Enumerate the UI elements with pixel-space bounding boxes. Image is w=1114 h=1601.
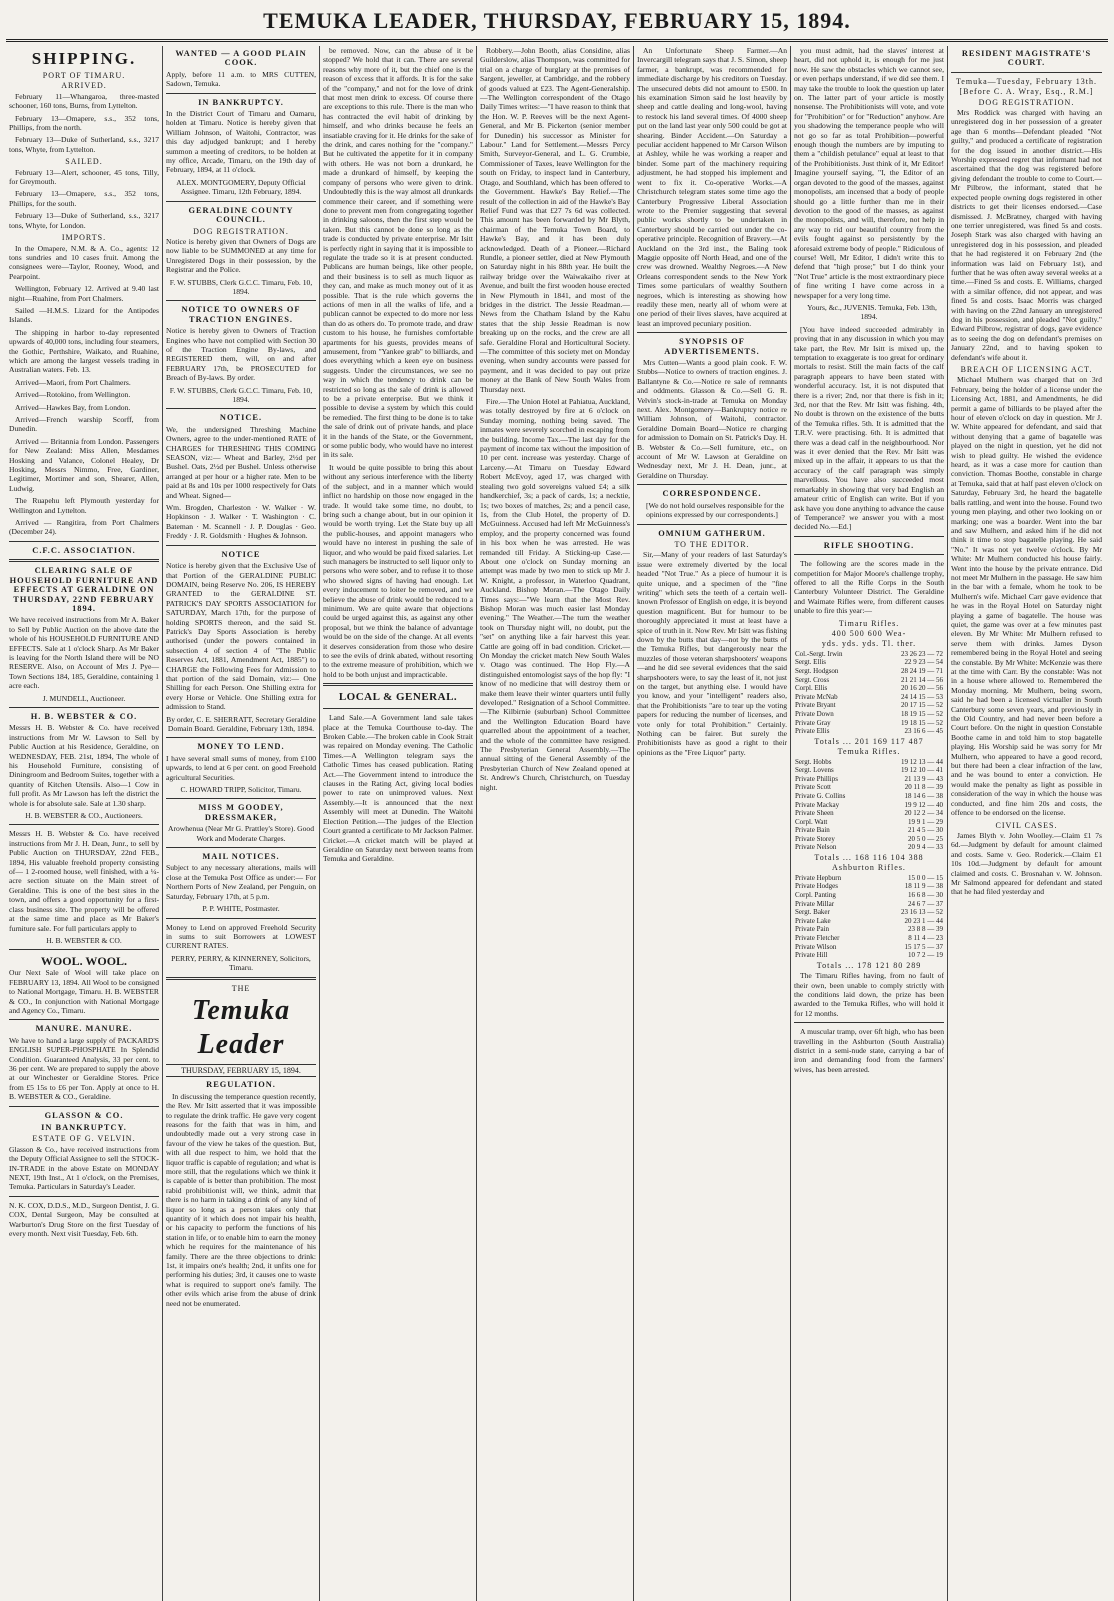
court-before: [Before C. A. Wray, Esq., R.M.]: [959, 87, 1094, 97]
shipping-item: Arrived—French warship Scorff, from Dunedin.: [9, 415, 159, 434]
shooter-name: Private Mackay: [795, 800, 840, 809]
section-heading: RIFLE SHOOTING.: [823, 540, 915, 550]
divider: [9, 824, 159, 825]
shipping-item: Arrived — Rangitira, from Port Chalmers (December 24).: [9, 518, 159, 537]
sailed-label: SAILED.: [65, 157, 103, 167]
ad-body: Wm. Brogden, Charleston · W. Walker · W. Hopkinson · J. Walker · T. Washington · C. Bateman · M. Scannell · J. P. Douglas · Geo. Freddy · J. R. Goldsmith · Hughes & Johnson.: [166, 503, 316, 541]
score-row: [794, 792, 944, 801]
score-row: [794, 908, 944, 917]
divider: [9, 949, 159, 950]
ad-signature: C. HOWARD TRIPP, Solicitor, Timaru.: [180, 785, 302, 795]
shipping-item: The Ruapehu left Plymouth yesterday for Wellington and Lyttelton.: [9, 496, 159, 515]
divider: [794, 536, 944, 537]
advertisement: [166, 49, 316, 89]
ad-title: MAIL NOTICES.: [202, 852, 280, 862]
score-row: [794, 951, 944, 960]
shipping-item: The shipping in harbor to-day represented upwards of 40,000 tons, including four steamers, the Gothic, Perthshire, Waikato, and Ruahine, which are among the largest vessels trading in Australian waters. Feb. 13.: [9, 327, 159, 375]
letter-salutation: TO THE EDITOR.: [674, 539, 750, 549]
nameplate-the: THE: [231, 983, 251, 993]
letter-signature: Yours, &c., JUVENIS. Temuka, Feb. 13th, 1894.: [807, 302, 937, 322]
ad-body: We have received instructions from Mr A. Baker to Sell by Public Auction on the above date the whole of his HOUSEHOLD FURNITURE AND EFFECTS. Sale at 1 o'clock Sharp. As Mr Baker is leaving for the North Island there will be NO RESERVE. Also, on Account of Mrs J. Pye—Town Sections 184, 185, Geraldine, containing 1 acre each.: [9, 615, 159, 691]
shooter-name: Private Nelson: [795, 843, 837, 852]
shooter-name: Sergt. Lovens: [795, 766, 834, 775]
ad-title: CLEARING SALE OF HOUSEHOLD FURNITURE AND EFFECTS AT GERALDINE ON THURSDAY, 22ND FEBRUARY 1894.: [9, 566, 159, 613]
shooter-name: Private Sheen: [795, 809, 834, 818]
column-6: [791, 46, 948, 1601]
shooter-name: Corpl. Watt: [795, 817, 828, 826]
range-header: 400 500 600 Wea-: [831, 628, 907, 638]
article-heading: REGULATION.: [206, 1080, 276, 1090]
shooter-scores: 23 8 8 — 39: [908, 925, 943, 934]
shooter-name: Sergt. Cross: [795, 675, 830, 684]
divider: [323, 683, 473, 686]
article-body: Land Sale.—A Government land sale takes place at the Temuka Courthouse to-day. The Broken Cable.—The broken cable in Cook Strait was repaired on Monday evening. The Catholic Times.—A Wellington telegram says the Catholic Times has ceased publication. Rating Act.—The Government intend to introduce the clauses in the Rating Act, giving local bodies power to rate on unimproved values. Next Assembly.—It is announced that the next Assembly will meet at Dunedin. The Waitohi Election Petition.—The judges of the Election Court granted a certificate to Mr Jackson Palmer. Cricket.—A cricket match will be played at Geraldine on Saturday next between teams from Temuka and Geraldine.: [323, 713, 473, 864]
ad-body: N. K. COX, D.D.S., M.D., Surgeon Dentist, J. G. COX, Dental Surgeon, May be consulted at Warburton's Drug Store on the first Tuesday of every month. Next visit Tuesday, Feb. 6th.: [9, 1200, 159, 1239]
column-1: [6, 46, 163, 1601]
divider: [794, 1022, 944, 1023]
advertisement: [166, 413, 316, 540]
score-row: [794, 775, 944, 784]
shooter-scores: 18 11 9 — 38: [904, 882, 943, 891]
ad-signature: ALEX. MONTGOMERY, Deputy Official Assignee. Timaru, 12th February, 1894.: [176, 177, 306, 197]
score-row: [794, 667, 944, 676]
shooter-scores: 19 9 1 — 29: [908, 817, 943, 826]
ad-title: NOTICE.: [219, 413, 263, 423]
shooter-name: Private Ellis: [795, 727, 830, 736]
ad-body: I have several small sums of money, from £100 upwards, to lend at 6 per cent. on good Freehold agricultural Securities.: [166, 753, 316, 782]
article-body: James Blyth v. John Woolley.—Claim £1 7s 6d.—Judgment by default for amount claimed and costs. Same v. Geo. Roderick.—Claim £1 10s 10d.—Judgment by default for amount claimed and costs. C. Brosnahan v. W. Johnson. Mr Salmond appeared for defendant and stated that he had filed yesterday and: [951, 830, 1102, 897]
shooter-name: Corpl. Ellis: [795, 684, 828, 693]
range-header: yds. yds. yds. Tl. ther.: [821, 639, 917, 649]
divider: [166, 300, 316, 301]
divider: [637, 332, 787, 333]
shooter-name: Sergt. Baker: [795, 908, 830, 917]
divider: [9, 541, 159, 542]
shipping-item: Wellington, February 12. Arrived at 9.40 last night—Ruahine, from Port Chalmers.: [9, 284, 159, 303]
shipping-item: February 11—Whangaroa, three-masted schooner, 160 tons, Burns, from Lyttelton.: [9, 91, 159, 111]
shooter-scores: 22 9 23 — 54: [904, 658, 943, 667]
score-row: [794, 882, 944, 891]
masthead: TEMUKA LEADER, THURSDAY, FEBRUARY 15, 1894.: [6, 6, 1108, 42]
shooter-name: Private Hill: [795, 951, 828, 960]
advertisement: [9, 566, 159, 703]
shipping-item: February 13—Omapere, s.s., 352 tons, Phillips, for the south.: [9, 189, 159, 208]
shipping-item: Arrived—Rotokino, from Wellington.: [15, 390, 131, 400]
shooter-scores: 21 4 5 — 30: [908, 826, 943, 835]
shooter-scores: 15 0 0 — 15: [908, 873, 943, 882]
divider: [794, 554, 944, 555]
score-row: [794, 917, 944, 926]
shooter-name: Sergt. Ellis: [795, 658, 826, 667]
shooter-scores: 20 11 8 — 39: [904, 783, 943, 792]
shooter-name: Private Hepburn: [795, 873, 842, 882]
ad-signature: H. B. WEBSTER & CO., Auctioneers.: [25, 811, 143, 821]
advertisement: [166, 98, 316, 197]
column-4: [477, 46, 634, 1601]
shooter-scores: 20 9 4 — 33: [908, 843, 943, 852]
section-heading: CORRESPONDENCE.: [662, 489, 762, 499]
score-table-timaru: [794, 650, 944, 736]
shipping-heading: SHIPPING.: [31, 49, 137, 68]
divider: [9, 559, 159, 562]
ad-subtitle: ESTATE OF G. VELVIN.: [32, 1134, 136, 1144]
score-total: Totals ... 168 116 104 388: [814, 853, 924, 863]
article-body: A muscular tramp, over 6ft high, who has been travelling in the Ashburton (South Australia) district in a semi-nude state, carrying a bar of iron and demanding food from the farmers' wives, has been arrested.: [794, 1027, 944, 1074]
leader-date: THURSDAY, FEBRUARY 15, 1894.: [166, 1064, 316, 1077]
ad-body: Our Next Sale of Wool will take place on FEBRUARY 13, 1894. All Wool to be consigned to National Mortgage, Timaru. H. B. WEBSTER & CO., In conjunction with National Mortgage and Agency Co., Timaru.: [9, 968, 159, 1015]
shipping-item: Arrived — Britannia from London. Passengers for New Zealand: Miss Allen, Mesdames Hosking and Valance, Colonel Healey, Dr Hosking, Messrs Nimmo, Free, Gardiner, Legitimer, Mortimer and son, Shearer, Allen, Ludwig.: [9, 436, 159, 493]
shooter-scores: 24 14 15 — 53: [901, 692, 943, 701]
shooter-scores: 21 21 14 — 56: [901, 675, 943, 684]
advertisement: [9, 954, 159, 1015]
shooter-name: Private Phillips: [795, 774, 838, 783]
score-row: [794, 701, 944, 710]
shooter-scores: 23 16 6 — 45: [904, 727, 943, 736]
shipping-item: Sailed —H.M.S. Lizard for the Antipodes Islands.: [9, 305, 159, 325]
advertisement: [9, 712, 159, 820]
shooter-name: Private Hodges: [795, 882, 838, 891]
article-body: An Unfortunate Sheep Farmer.—An Invercargill telegram says that J. S. Simon, sheep farmer, a bankrupt, was recommended for immediate discharge by his creditors on Tuesday. The unsecured debts did not amount to £500. In his examination Simon said he lost heavily by sheep and cattle dealing and long-wool, having to restock his land several times. Of 4000 sheep put on the land last year only 500 could be got at shearing. Binder Accident.—On Saturday a peculiar accident happened to Mr Carson Wilson at Ashley, while he was working a reaper and binder. Some part of the machinery requiring adjustment, he had stopped his implement and went to fix it. Co-operative Works.—A Christchurch telegram states some time ago the Canterbury Progressive Liberal Association wrote to the Premier suggesting that several public works shortly to be undertaken in Canterbury should be carried out under the co-operative principle. Recognition of Bravery.—At Auckland on the 3rd inst., the Baling took Maggie opposite off North Head, and one of the crew was drowned. Wealthy Negroes.—A New Orleans correspondent sends to the New York Times some particulars of wealthy Southern negroes, which is interesting as showing how readily these men, nearly all of whom were at one period of their lives slaves, have acquired at least an improved pecuniary position.: [637, 46, 787, 328]
shooter-name: Private Millar: [795, 899, 835, 908]
divider: [323, 708, 473, 709]
shipping-item: Arrived—Maori, from Port Chalmers.: [15, 377, 131, 387]
editor-reply: [You have indeed succeeded admirably in proving that in any discussion in which you may take part, the Rev. Mr Isitt is mixed up, the temptation to exaggerate is too great for ordinary mortals to resist. Still the main facts of the calf paragraph appears to have been stated with wonderful accuracy. 1st, it is not disputed that there is a river; 2nd, nor that there is fish in it; 3rd, nor that the Rev. Mr Isitt was fishing. 4th, No doubt is thrown on the existence of the butts of the Temuka rifles. 5th. It is admitted that the T.R.V. were practising. 6th. It is admitted that there was a dead calf in the neighbourhood. Nor was it ever denied that the Rev. Mr Isitt was mixed up in the affair, it appears to us that the accuracy of the calf paragraph was simply marvellous. You have also succeeded most remarkably in showing that very bad English an amateur critic of English can write. But if you ask have you done anything to advance the cause of Temperance? we answer you with a most decided No.—Ed.]: [794, 324, 944, 532]
ad-signature: PERRY, PERRY, & KINNERNEY, Solicitors, Timaru.: [171, 953, 311, 973]
divider: [9, 1106, 159, 1107]
article-body: be removed. Now, can the abuse of it be stopped? We hold that it can. There are several reasons why more of it, but the chief one is the reason of excess that it affords. It is for the sake of the "company," and not for the love of drink that most men drink to excess. Of course there are exceptions to this rule. There is the man who has contracted the evil habit of drinking by himself, and who drinks because he feels an insatiable craving for it. He drinks for the sake of the drink, and cares nothing for the "company." But he cultivated the appetite for it in company with others. He was not born a drunkard, he made a drunkard of himself, by keeping the company of persons who were given to drink. Undoubtedly this is the way almost all drunkards commence their career, and if something were done to prevent men from congregating together in drinking saloons, then the first step would be taken. But this cannot be done so long as the trade is conducted by private enterprise. Mr Isitt is perfectly right in saying that it is impossible to regulate the trade so it is at present conducted. Publicans are human beings, like other people, and their business is to sell as much liquor as they can, and make as much money out of it as possible. That is the rule which governs the actions of men in all the walks of life, and a publican cannot be expected to do more nor less than do as others do. To promote trade, and draw custom to his house, he furnishes comfortable apartments for his guests, provides means of amusement, from "Yankee grab" to billiards, and does everything which a keen eye on business suggests. Under the circumstances, we see no way in which the tendency to drink can be restricted so long as the sale of drink is allowed to be a private enterprise. But we think it possible to devise a system by which this could be remedied. The first thing to be done is to take the sale of drink out of private hands, and place it in the hands of the State, or the Government, or some public body, who would have no interest in its sale.: [323, 46, 473, 460]
shooter-scores: 21 13 9 — 43: [904, 774, 943, 783]
shooter-name: Private Down: [795, 709, 834, 718]
score-row: [794, 943, 944, 952]
shooter-scores: 20 17 15 — 52: [901, 701, 943, 710]
shooter-scores: 20 16 20 — 56: [901, 684, 943, 693]
score-row: [794, 684, 944, 693]
shooter-name: Private Gray: [795, 718, 831, 727]
score-row: [794, 766, 944, 775]
shooter-scores: 8 11 4 — 23: [908, 934, 943, 943]
shooter-scores: 18 19 15 — 52: [901, 709, 943, 718]
advertisement: [9, 1201, 159, 1239]
ad-body: Messrs H. B. Webster & Co. have received instructions from Mr J. H. Dean, Junr., to sell by Public Auction on THURSDAY, 22nd FEB., 1894, His valuable freehold property consisting of— 1 2-roomed house, well finished, with a ¼-acre section situate on the Main street of Geraldine. This is one of the best sites in the town, and offers a good opportunity for a first-class business site. The property will be offered at the same time and place as Mr Baker's furniture sale. For full particulars apply to: [9, 829, 159, 933]
score-row: [794, 783, 944, 792]
ad-body: Notice is hereby given to Owners of Traction Engines who have not complied with Section 30 of the Traction Engine By-laws, and REGISTERED them, will, on and after FEBRUARY 17th, be PROSECUTED for Breach of By-laws. By order.: [166, 326, 316, 383]
shooter-scores: 19 9 12 — 40: [904, 800, 943, 809]
column-7: [948, 46, 1105, 1601]
divider: [166, 798, 316, 799]
ad-body: Glasson & Co., have received instructions from the Deputy Official Assignee to sell the STOCK-IN-TRADE in the above Estate on MONDAY NEXT, 19th Inst., At 1 o'clock, on the Premises, Temuka. Particulars in Saturday's Leader.: [9, 1144, 159, 1192]
score-row: [794, 658, 944, 667]
ad-signature: H. B. WEBSTER & CO.: [46, 935, 122, 945]
article-body: Robbery.—John Booth, alias Considine, alias Guilderslow, alias Thompson, was committed for trial on a charge of burglary at the premises of Sargent, jeweller, at Cambridge, and the robbery of goods valued at £23. The Agent-Generalship.—The Wellington correspondent of the Otago Daily Times writes:—"I have reason to think that the Hon. W. P. Reeves will be the next Agent-General, and Mr B. Pickerton (senior member for Dunedin) his successor as Minister for Labour." Land for Settlement.—Messrs Percy Smith, Surveyor-General, and L. G. Crumbie, Commissioner of Taxes, leave Wellington for the south on Friday, to inspect land in Canterbury, Otago, and Southland, which has been offered to the Government. Hawke's Bay Relief.—The result of the collection in aid of the Hawke's Bay Relief Fund was that £27 7s 6d was collected. This amount has been forwarded by Mr Blyth, chairman of the Temuka Town Board, to Hawke's Bay, and it has been duly acknowledged. Death of a Pioneer.—Richard Rundle, a pioneer settler, died at New Plymouth on Saturday night in his 88th year. He built the railway bridge over the Waiwakaiho river at Avenue, and built the first wooden house erected in New Plymouth in 1841, and most of the bridges in the district. The Jessie Readman.—News from the Chatham Island by the Kahu states that the ship Jessie Readman is now breaking up on the rocks, and the crew are all safe. Geraldine Floral and Horticultural Society.—The committee of this society met on Monday evening, when sundry accounts were passed for payment, and it was decided to pay out prize money at the Bank of New South Wales from Thursday next.: [480, 46, 630, 394]
ad-title: H. B. WEBSTER & CO.: [30, 711, 138, 721]
ad-body: We have to hand a large supply of PACKARD'S ENGLISH SUPER-PHOSPHATE In Splendid Condition. Guaranteed Analysis, 33 per cent. to 36 per cent. We are prepared to supply the above at our Winchester or Geraldine Stores. Price from £5 15s to £6 per Ton. Apply at once to H. B. WEBSTER & CO., Geraldine.: [9, 1035, 159, 1102]
ad-title: GLASSON & CO.: [44, 1110, 124, 1120]
shipping-item: February 13—Omapere, s.s., 352 tons, Phillips, from the north.: [9, 113, 159, 133]
shooter-name: Private Fletcher: [795, 934, 840, 943]
article-body: In discussing the temperance question recently, the Rev. Mr Isitt asserted that it was impossible to regulate the drink traffic. He gave very cogent reasons for the faith that was in him, and undoubtedly made out a very strong case in favour of the view he takes of the question. But, with all due respect to him, we hold that the liquor traffic is capable of regulation; and what is more still, that the regulations which we think it is capable of is better than prohibition. The most rabid prohibitionist will, we think, admit that there is no harm in taking a drink of any kind of liquor so long as a person takes only that quantity of it which does not impair his health, or his capacity to perform the functions of his station in life, or to enable him to earn the money which he requires for the maintenance of his family. There are the three objections to drink: 1st, it impairs one's health; 2nd, it unfits one for performing his duties; 3rd, it causes one to waste what is required to support one's family. The other evils which arise from the abuse of drink need not be enumerated.: [166, 1091, 316, 1308]
article-body: The following are the scores made in the competition for Major Moore's challenge trophy, offered to all the Rifle Corps in the South Canterbury Volunteer District. The Geraldine and Waimate Rifles were, from different causes unable to fire this year:—: [794, 559, 944, 616]
team-heading: Temuka Rifles.: [837, 747, 901, 757]
ad-body: We, the undersigned Threshing Machine Owners, agree to the under-mentioned RATE of CHARGES for THRESHING THIS COMING SEASON, viz:— Wheat and Barley, 2½d per Bushel. Oats, 2½d per Bushel. Unless otherwise arranged at per hour or a higher rate. Men to be paid at 8s and 10s per 1000 respectively for Oats and Wheat. Signed—: [166, 424, 316, 500]
shooter-scores: 20 5 0 — 25: [908, 834, 943, 843]
arrived-label: ARRIVED.: [61, 81, 107, 91]
score-total: Totals ... 178 121 80 289: [816, 960, 922, 970]
advertisement: [166, 550, 316, 734]
shooter-scores: 19 18 15 — 52: [901, 718, 943, 727]
advertisement: [166, 803, 316, 843]
score-row: [794, 710, 944, 719]
ad-body: Apply, before 11 a.m. to MRS CUTTEN, Sadown, Temuka.: [166, 69, 316, 89]
ad-title: IN BANKRUPTCY.: [198, 97, 284, 107]
column-5: [634, 46, 791, 1601]
divider: [166, 847, 316, 848]
divider: [166, 545, 316, 546]
shooter-name: Private Storey: [795, 834, 835, 843]
divider: [637, 524, 787, 525]
shooter-name: Col.-Sergt. Irwin: [795, 649, 843, 658]
team-heading: Timaru Rifles.: [838, 618, 900, 628]
case-heading: BREACH OF LICENSING ACT.: [960, 365, 1093, 374]
score-row: [794, 818, 944, 827]
advertisement: [9, 1111, 159, 1192]
shooter-scores: 20 23 1 — 44: [904, 916, 943, 925]
score-row: [794, 693, 944, 702]
shooter-name: Private McNab: [795, 692, 838, 701]
score-row: [794, 874, 944, 883]
shipping-item: February 13—Duke of Sutherland, s.s., 3217 tons, Whyte, from Lyttelton.: [9, 135, 159, 154]
section-heading: RESIDENT MAGISTRATE'S COURT.: [961, 49, 1092, 68]
ad-title: MONEY TO LEND.: [197, 742, 285, 752]
ad-title: MANURE. MANURE.: [35, 1024, 133, 1034]
article-body: you must admit, had the slaves' interest at heart, did not uphold it, is enough for me just now. He saw the obstacles which we cannot see, or even perhaps understand, if we did see them. I may take the trouble to look the question up later on. The latter part of your article is mostly nonsense. The Prohibitionists will vote, and vote for "Prohibition" or for "Reduction" anyhow. Are you shadowing the temperance people who will not go so far as total Prohibition—powerful enough though the numbers are by imputing to them a "childish petulance" equal at least to that of the Prohibitionists. Just think of it, Mr Editor! Imagine yourself saying, "I, the Editor of an organ devoted to the good of the masses, against monopolists, am incensed that a body of people should go a little further than me in their devotion to the good of the masses, as against the monopolists, and will, therefore, not help in any way to rid our beautiful country from the evils fought against so persistently by the aforesaid extreme body of people." Ridiculous of course! Well, Mr Editor, I didn't write this to defend that "high prose;" but I do think your "Not True" article is the most extraordinary piece of fine writing I have come across in a newspaper for a very long time.: [794, 46, 944, 300]
shooter-name: Private Scott: [795, 783, 831, 792]
shooter-scores: 19 12 10 — 41: [901, 766, 943, 775]
shooter-scores: 16 6 8 — 30: [908, 891, 943, 900]
score-row: [794, 843, 944, 852]
score-row: [794, 934, 944, 943]
shooter-name: Private Bain: [795, 826, 830, 835]
article-body: Sir,—Many of your readers of last Saturday's issue were extremely diverted by the local headed "Not True." As a piece of humour it is quite unique, and a specimen of the "fine writing" which sets the teeth of a certain well-known Professor of English on edge, it is beyond question magnificent. But for humour to be thoroughly appreciated it must at least have a spice of truth in it. Now Rev. Mr Isitt was fishing down by the butts that day—not by the butts of the Temuka Rifles, but dangerously near the muzzles of those veteran sharpshooters' weapons—and he did see several evidences that the said sharpshooters were, to say the least of it, not just on the target, but anything else. I would have you know, and your "intelligent" readers also, that the Prohibitionists "are to tear up the voting papers for reducing the number of licenses, and vote only for total Prohibition." Certainly. Nothing can be fairer. But surely the Prohibitionists have as good a right to their opinions as the "Free Liquor" party.: [637, 550, 787, 757]
ad-body: Notice is hereby given that the Exclusive Use of that Portion of the GERALDINE PUBLIC DOMAIN, being Reserve No. 206, IS HEREBY GRANTED to the GERALDINE ST. PATRICK'S DAY SPORTS ASSOCIATION for SATURDAY, March 17th, for the purpose of holding SPORTS thereon, and the said St. Patrick's Day Sports Association is hereby authorised (under the powers contained in subsection 4 of section 4 of "The Public Reserves Act, 1881, Amendment Act, 1885") to CHARGE the Following Fees for Admission to that portion of the said Domain, viz:— One Shilling for each Person. One Shilling extra for every Horse or Vehicle. One Shilling extra for admission to Stand.: [166, 561, 316, 712]
column-2: [163, 46, 320, 1601]
shipping-item: February 13—Alert, schooner, 45 tons, Tilly, for Greymouth.: [9, 167, 159, 187]
nameplate: Temuka Leader: [191, 994, 291, 1060]
advertisement: [9, 829, 159, 945]
ad-body: In the District Court of Timaru and Oamaru, holden at Timaru. Notice is hereby given that William Johnson, of Waitohi, Contractor, was this day adjudged bankrupt; and I hereby summon a meeting of creditors, to be holden at my office, Arcade, Timaru, on the 19th day of February, 1894, at 11 o'clock.: [166, 109, 316, 175]
court-date: Temuka—Tuesday, February 13th.: [955, 76, 1098, 86]
divider: [9, 707, 159, 708]
advertisement: [166, 852, 316, 913]
article-body: It would be quite possible to bring this about without any serious interference with the liberty of the subject, and in a manner which would inflict no hardship on those now engaged in the trade. It would take some time, no doubt, to bring such a change about, but in our opinion it would be worth trying. Let the State buy up all the public-houses, and appoint managers who would have no interest in pushing the sale of liquor, and who would be paid fixed salaries. Let such managers be instructed to sell liquor only to persons who were sober, and to refuse it to those who showed signs of having had enough. Let every inducement to loiter be removed, and we believe the abuse of drink would be reduced to a minimum. We are quite aware that objections could be urged against this, as against any other proposal, but we think the balance of advantage would be on the side of the change. At all events it deserves consideration from those who desire to see the evils of drink abated, without resorting to the extreme measure of prohibition, which we hold to be both unjust and impracticable.: [323, 462, 473, 679]
ad-title: MISS M GOODEY, DRESSMAKER,: [198, 803, 284, 822]
score-row: [794, 676, 944, 685]
ad-body: Money to Lend on approved Freehold Security in sums to suit Borrowers at LOWEST CURRENT RATES.: [166, 922, 316, 951]
score-total: Totals ... 201 169 117 487: [814, 736, 924, 746]
score-row: [794, 900, 944, 909]
article-body: Mrs Cutten—Wants a good plain cook. F. W. Stubbs—Notice to owners of traction engines. J. Ballantyne & Co.—Notice re sale of remnants and oddments. Glasson & Co.—Sell G. R. Velvin's stock-in-trade at Temuka on Monday next. Alex. Montgomery—Bankruptcy notice re William Johnson, of Waitohi, contractor. Geraldine Domain Board—Notice re charging for admission to Domain on St. Patrick's Day. H. B. Webster & Co.—Sell furniture, etc., on account of Mr W. Lawson at Geraldine on Wednesday next, Mr J. H. Dean, junr., at Geraldine on Thursday.: [637, 358, 787, 480]
ad-signature: F. W. STUBBS, Clerk G.C.C. Timaru, Feb. 10, 1894.: [169, 385, 313, 404]
ad-body: Messrs H. B. Webster & Co. have received instructions from Mr W. Lawson to Sell by Public Auction at his Residence, Geraldine, on WEDNESDAY, FEB. 21st, 1894, The whole of his Household Furniture, consisting of Diningroom and Bedroom Suites, together with a quantity of Kitchen Utensils. Also—1 Cow in full profit. As Mr Lawson has left the district the whole is for absolute sale. Sale at 1.30 sharp.: [9, 723, 159, 808]
score-row: [794, 650, 944, 659]
ad-signature: P. P. WHITE, Postmaster.: [202, 904, 280, 914]
ad-signature: J. MUNDELL, Auctioneer.: [42, 693, 126, 703]
article-body: Fire.—The Union Hotel at Pahiatua, Auckland, was totally destroyed by fire at 6 o'clock on Sunday morning, nothing being saved. The inmates were severely scorched in escaping from the building. Income Tax.—The last day for the payment of income tax without the imposition of 10 per cent. increase was yesterday. Charge of Larceny.—At Timaru on Tuesday Edward Robert McEvoy, aged 17, was charged with stealing two gold sovereigns valued £4; a silk handkerchief, 3s; a pack of cards, 1s; a necktie, 1s; two boxes of matches, 2s; and a pencil case, 1s, from the Club Hotel, the property of D. McGuinness. Accused had left Mr McGuinness's employ, and the property concerned was found in his box when he was arrested. He was remanded till Friday. A Sticking-up Case.—About one o'clock on Sunday morning an attempt was made by two men to stick up Mr J. W. Knight, a professor, in Waterloo Quadrant, Auckland. Bishop Moran.—The Otago Daily Times says:—"We learn that the Most Rev. Bishop Moran was much easier last Monday evening." The Weather.—The turn the weather took on Thursday night will, no doubt, put the "set" on anything like a fair harvest this year. Cattle are going off in bad condition. Cricket.—On Monday the cricket match New South Wales v. Otago was continued. The Hop Fly.—A distinguished entomologist says of the hop fly: "I know of no medicine that will destroy them or make them leave their winter quarters until fully developed." Resignation of a School Committee.—The Kilbirnie (suburban) School Committee and the Wellington Education Board have quarrelled about the appointment of a teacher, and the whole of the committee have resigned. The Presbyterian General Assembly.—The annual sitting of the General Assembly of the Presbyterian Church of New Zealand opened at St. Andrew's Church, Christchurch, on Tuesday night.: [480, 397, 630, 792]
divider: [9, 1019, 159, 1020]
team-heading: Ashburton Rifles.: [832, 863, 906, 873]
shooter-name: Private Pain: [795, 925, 830, 934]
editor-note: [We do not hold ourselves responsible for the opinions expressed by our correspondents.]: [646, 500, 784, 520]
score-row: [794, 809, 944, 818]
shooter-name: Private G. Collins: [795, 791, 846, 800]
imports-label: IMPORTS.: [61, 233, 107, 243]
score-row: [794, 925, 944, 934]
advertisement: [166, 742, 316, 794]
columns: [6, 46, 1108, 1601]
divider: [166, 977, 316, 980]
ad-title: NOTICE: [221, 549, 261, 559]
shooter-name: Private Lake: [795, 916, 831, 925]
divider: [166, 737, 316, 738]
shipping-item: February 13—Duke of Sutherland, s.s., 3217 tons, Whyte, for London.: [9, 211, 159, 230]
advertisement: [166, 305, 316, 404]
ad-body: Subject to any necessary alterations, mails will close at the Temuka Post Office as under:— For Northern Ports of New Zealand, per Penguin, on Saturday, February 17th, at 5 p.m.: [166, 863, 316, 901]
ad-body: Arowhenua (Near Mr G. Prattley's Store). Good Work and Moderate Charges.: [167, 824, 315, 843]
ad-subtitle: IN BANKRUPTCY.: [41, 1123, 127, 1132]
advertisement: [9, 1024, 159, 1101]
shooter-scores: 28 24 19 — 71: [901, 666, 943, 675]
shooter-name: Private Bryant: [795, 701, 836, 710]
shooter-scores: 19 12 13 — 44: [901, 757, 943, 766]
score-row: [794, 727, 944, 736]
section-heading: SYNOPSIS OF ADVERTISEMENTS.: [664, 337, 760, 356]
shooter-scores: 24 6 7 — 37: [908, 899, 943, 908]
shooter-name: Private Wilson: [795, 942, 837, 951]
shooter-scores: 23 16 13 — 52: [901, 908, 943, 917]
ad-title: NOTICE TO OWNERS OF TRACTION ENGINES.: [181, 305, 301, 324]
score-table-temuka: [794, 758, 944, 853]
section-heading: LOCAL & GENERAL.: [338, 691, 458, 704]
score-table-ashburton: [794, 874, 944, 960]
divider: [166, 201, 316, 202]
shooter-name: Corpl. Panting: [795, 891, 836, 900]
ad-title: WOOL. WOOL.: [40, 954, 128, 969]
divider: [637, 484, 787, 485]
port-heading: PORT OF TIMARU.: [42, 71, 126, 80]
shooter-scores: 15 17 5 — 37: [904, 942, 943, 951]
divider: [951, 72, 1102, 73]
ad-subtitle: DOG REGISTRATION.: [193, 226, 289, 236]
divider: [166, 93, 316, 94]
shooter-name: Sergt. Hodgson: [795, 666, 839, 675]
score-row: [794, 758, 944, 767]
cfc-heading: C.F.C. ASSOCIATION.: [32, 545, 136, 555]
council-heading: GERALDINE COUNTY COUNCIL.: [188, 205, 294, 225]
score-row: [794, 835, 944, 844]
advertisement: [166, 237, 316, 296]
score-row: [794, 719, 944, 728]
divider: [9, 1196, 159, 1197]
score-row: [794, 891, 944, 900]
article-heading: OMNIUM GATHERUM.: [658, 528, 766, 538]
case-heading: DOG REGISTRATION.: [978, 97, 1075, 107]
shooter-scores: 18 14 6 — 38: [904, 791, 943, 800]
divider: [166, 408, 316, 409]
divider: [166, 918, 316, 919]
article-body: Michael Mulhern was charged that on 3rd February, being the holder of a license under the Licensing Act, 1881, and Amendments, he did permit a game of billiards to be played after the hour of eleven o'clock on day in question. Mr J. W. White appeared for defendant, and said that without denying that a game of bagatelle was played on the night in question, yet he did not wish to plead guilty. He wished the evidence heard, as it was a case more for caution than conviction. Thomas Boothe, constable in charge at Temuka, said that at half past eleven o'clock on Saturday, February 3rd, he heard the bagatelle balls rattling, and went into the house. Found two young men playing, and other two looking on or marking; one was a boarder. Went into the bar and saw Mulhern, and asked him if he did not think it time to stop bagatelle playing. He said "No." It was not yet twelve o'clock. By Mr White: Mr Mulhern conducted his house fairly. Went into the house by the private entrance. Did not meet Mr Mulhern in the passage. He saw him in the bar with a female, whom he took to be Mulhern's wife. Michael Carr gave evidence that he was in the Royal Hotel on Saturday night playing a game of bagatelle. The house was quiet, the game was over at a few minutes past eleven. By Mr White: Mr Mulhern refused to serve them with drinks. James Dyson remembered being in the Royal Hotel and seeing the constable. By Mr White: McKenzie was there at the time with Carr. By the constable: Was not in a house where allowed to. Remembered the Monday morning. Mr Mulhern, being sworn, said he had been a licensed victualler in South Canterbury some seven years, and previously in the Old Country, and had never been before a Court before. On the night in question Constable Boothe came in and told him to stop bagatelle playing. His Worship said he was sorry for Mr Mulhern, who appeared to have a good record, but there had been a clear infraction of the law, and he was bound to enter a conviction. He would make the penalty as light as possible in consideration of the way in which the house was conducted, and fine him 20s and costs, the offence to be endorsed on the license.: [951, 375, 1102, 818]
shooter-scores: 23 26 23 — 72: [901, 649, 943, 658]
score-row: [794, 801, 944, 810]
shipping-item: Arrived—Hawkes Bay, from London.: [15, 402, 131, 412]
shooter-name: Sergt. Hobbs: [795, 757, 832, 766]
shooter-scores: 10 7 2 — 19: [908, 951, 943, 960]
column-3: [320, 46, 477, 1601]
ad-signature: F. W. STUBBS, Clerk G.C.C. Timaru, Feb. 10, 1894.: [169, 277, 313, 296]
article-body: The Timaru Rifles having, from no fault of their own, been unable to comply strictly with the conditions laid down, the prize has been awarded to the Temuka Rifles, who will hold it for 12 months.: [794, 971, 944, 1018]
ad-body: Notice is hereby given that Owners of Dogs are now liable to be SUMMONED at any time for Unregistered Dogs in their possession, by the Registrar and the Police.: [166, 236, 316, 275]
shooter-scores: 20 12 2 — 34: [904, 809, 943, 818]
article-body: Mrs Roddick was charged with having an unregistered dog in her possession of a greater age than 6 months—Defendant pleaded "Not guilty," and produced a certificate of registration for the dog issued in another district.—His Worship expressed regret that informant had not ascertained that the dog was registered before giving defendant the trouble to come to Court.—Mr Pilbrow, the informant, stated that he expected people owning dogs registered in other districts to get their licenses endorsed.—Case dismissed. J. McBratney, charged with having one terrier unregistered, was fined 5s and costs. Joseph Stark was also charged with having an unregistered dog in his possession, and pleaded that he had registered it on February 2nd (the information was laid on February 1st), and further that he was often away several weeks at a time.—Fined 5s and costs. E. Williams, charged with a similar offence, did not appear, and was fined 5s and costs. Isaac Morris was charged with having on the 22nd January an unregistered dog in his possession, and pleaded "Not guilty." Edward Pilbrow, registrar of dogs, gave evidence as to seeing the dog on defendant's premises on January 22nd, and to having spoken to defendant's wife about it.: [951, 108, 1102, 362]
shipping-item: In the Omapere, N.M. & A. Co., agents: 12 tons sundries and 10 cases fruit. Among the consignees were—Taylor, Rooney, Wood, and Pearpoint.: [9, 243, 159, 281]
score-row: [794, 826, 944, 835]
ad-title: WANTED — A GOOD PLAIN COOK.: [175, 49, 307, 68]
case-heading: CIVIL CASES.: [995, 820, 1058, 830]
ad-signature: By order, C. E. SHERRATT, Secretary Geraldine Domain Board. Geraldine, February 13th, 1894.: [166, 714, 316, 733]
advertisement: [166, 923, 316, 973]
